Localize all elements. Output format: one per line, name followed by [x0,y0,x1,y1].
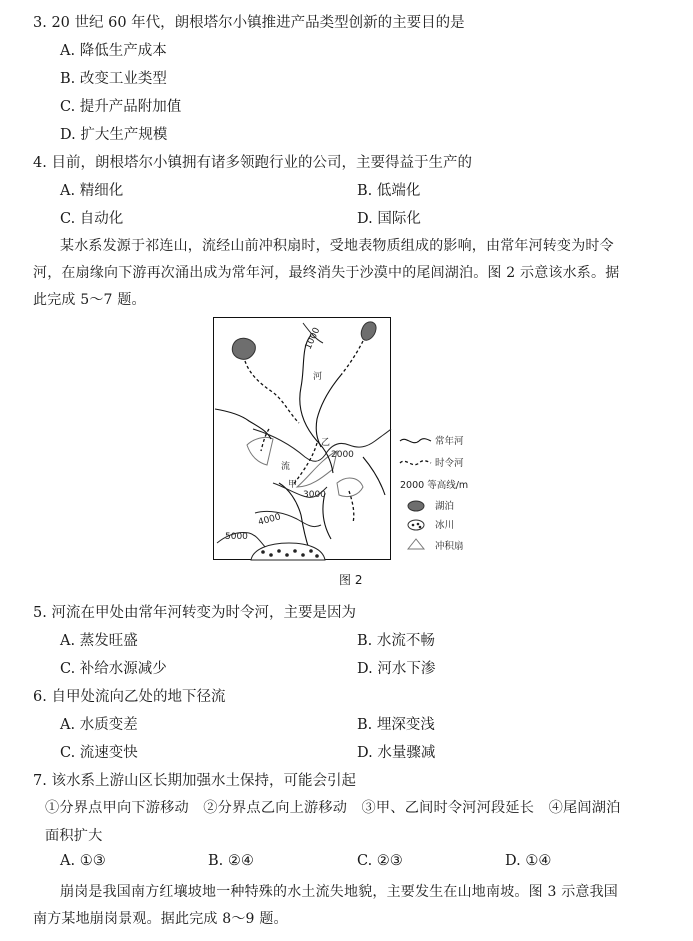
legend-perennial-label: 常年河 [435,436,464,447]
q5-option-d: D. 河水下渗 [357,661,436,677]
q5-option-c: C. 补给水源减少 [60,661,167,677]
contour-label-2000: 2000 [331,450,354,460]
legend-glacier-label: 冰川 [435,520,455,531]
q4-option-b: B. 低端化 [357,183,421,199]
q6-option-a: A. 水质变差 [60,717,138,733]
q3-option-c: C. 提升产品附加值 [60,99,182,115]
legend-fan-symbol [408,539,424,549]
q6-option-c: C. 流速变快 [60,745,138,761]
perennial-river-main [300,335,333,473]
q6-stem: 6. 自甲处流向乙处的地下径流 [33,689,226,705]
q4-option-d: D. 国际化 [357,211,421,227]
contour-label-3000: 3000 [303,490,326,500]
alluvial-fan-left [247,437,273,465]
q7-option-a: A. ①③ [60,853,106,869]
q3-option-d: D. 扩大生产规模 [60,127,168,143]
q7-option-c: C. ②③ [357,853,403,869]
label-yi: 乙 [321,438,331,448]
label-he: 河 [313,372,323,382]
lake-right [361,322,376,340]
q7-option-d: D. ①④ [505,853,552,869]
legend-glacier-symbol [408,520,424,530]
contour-label-5000: 5000 [225,532,248,542]
legend-seasonal-label: 时令河 [435,458,464,469]
legend-lake-label: 湖泊 [435,501,455,512]
q7-items-line1: ①分界点甲向下游移动 ②分界点乙向上游移动 ③甲、乙间时令河河段延长 ④尾闾湖泊 [45,800,621,816]
contour-label-4000: 4000 [257,512,282,528]
q6-option-b: B. 埋深变浅 [357,717,435,733]
river-system-map [213,317,473,562]
passage1-line1: 某水系发源于祁连山，流经山前冲积扇时，受地表物质组成的影响，由常年河转变为时令 [60,238,614,254]
perennial-river-3 [215,409,271,439]
q3-stem: 3. 20 世纪 60 年代，朗根塔尔小镇推进产品类型创新的主要目的是 [33,15,465,31]
q5-option-b: B. 水流不畅 [357,633,435,649]
q7-option-b: B. ②④ [208,853,254,869]
contour-label-1000: 1000 [303,326,323,352]
legend-fan-label: 冲积扇 [435,541,464,552]
q5-stem: 5. 河流在甲处由常年河转变为时令河，主要是因为 [33,605,356,621]
legend-perennial-symbol [400,439,431,443]
q4-option-a: A. 精细化 [60,183,124,199]
legend-seasonal-symbol [400,461,431,465]
q3-option-b: B. 改变工业类型 [60,71,167,87]
q5-option-a: A. 蒸发旺盛 [60,633,138,649]
seasonal-river-1 [245,361,299,423]
q4-option-c: C. 自动化 [60,211,124,227]
passage2-line1: 崩岗是我国南方红壤坡地一种特殊的水土流失地貌，主要发生在山地南坡。图 3 示意我国 [60,884,619,900]
passage2-line2: 南方某地崩岗景观。据此完成 8～9 题。 [33,911,288,927]
q7-items-line2: 面积扩大 [45,828,103,844]
label-jia: 甲 [288,480,298,490]
label-liu: 流 [281,462,291,472]
passage1-line3: 此完成 5～7 题。 [33,292,146,308]
legend [400,435,468,552]
seasonal-river-2 [341,341,363,375]
perennial-river-5 [363,457,385,495]
q3-option-a: A. 降低生产成本 [60,43,167,59]
legend-contour-label: 2000 等高线/m [400,480,469,491]
q4-stem: 4. 目前，朗根塔尔小镇拥有诸多领跑行业的公司，主要得益于生产的 [33,155,472,171]
legend-lake-symbol [408,501,424,511]
lake-left [232,338,255,359]
q7-stem: 7. 该水系上游山区长期加强水土保持，可能会引起 [33,773,356,789]
passage1-line2: 河，在扇缘向下游再次涌出成为常年河，最终消失于沙漠中的尾闾湖泊。图 2 示意该水系。据 [33,265,620,281]
perennial-river-2 [316,375,341,447]
q6-option-d: D. 水量骤减 [357,745,436,761]
figure-caption: 图 2 [339,573,363,587]
